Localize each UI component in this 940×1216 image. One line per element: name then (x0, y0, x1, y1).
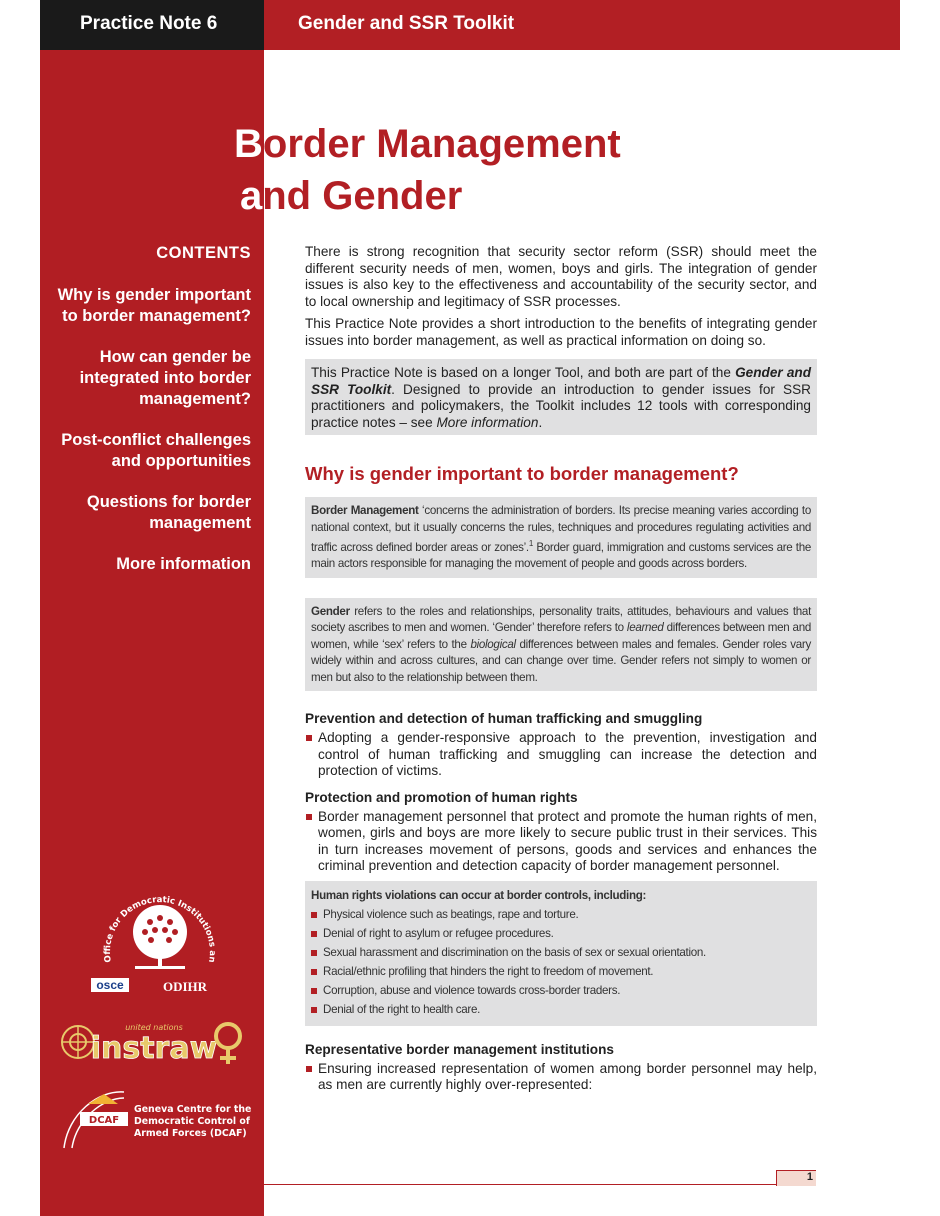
toolkit-note-box (305, 359, 817, 435)
human-rights-violations-box (305, 881, 817, 1026)
contents-item-why-gender[interactable]: Why is gender important to border management? (57, 286, 251, 325)
title-initial-1: B (234, 122, 263, 166)
dcaf-emblem-icon (58, 1084, 128, 1154)
practice-note-label-block (40, 0, 264, 50)
footnote-ref[interactable]: 1 (528, 539, 533, 548)
definition-text: Border guard, immigration and customs services are the main actors responsible for managing the movement of people and goods across borders. (311, 540, 812, 571)
instraw-logo (58, 1016, 248, 1070)
tree-emblem-icon (95, 880, 225, 980)
definition-text: refers to the roles and relationships, personality traits, attitudes, behaviours and values that society ascribes to men and women. ‘Gender’ therefore refers to (311, 604, 811, 635)
odihr-label: ODIHR (163, 979, 208, 994)
toolkit-label-block (264, 0, 900, 50)
osce-ring-text: Office for Democratic Institutions an (102, 895, 218, 964)
section-heading-why-gender: Why is gender important to border management? (305, 463, 739, 484)
rights-list-item: Sexual harassment and discrimination on the basis of sex or sexual orientation. (311, 946, 811, 959)
intro-paragraph-1: There is strong recognition that security sector reform (SSR) should meet the different security needs of men, women, boys and girls. The integration of gender issues is also key to the effectiveness and accountability of the security sector, and to local ownership and legitimacy of SSR processes. (305, 244, 817, 309)
contents-heading: CONTENTS (156, 244, 251, 262)
dcaf-name-line-2: Democratic Control of (134, 1116, 250, 1127)
contents-item-how-integrated[interactable]: How can gender be integrated into border management? (79, 348, 251, 408)
bullet-human-rights: Border management personnel that protect and promote the human rights of men, women, girls and boys are more likely to secure public trust in their services. This in turn increases movement of persons, goods and services and enhances the criminal prevention and detection capacity of border management personnel. (305, 809, 817, 875)
definition-term: Gender (311, 604, 350, 618)
instraw-small-text: united nations (125, 1023, 183, 1032)
rights-box-heading: Human rights violations can occur at border controls, including: (311, 888, 647, 902)
contents-nav (50, 244, 251, 595)
instraw-emblem-icon (58, 1016, 248, 1070)
definition-border-management (305, 497, 817, 578)
practice-note-label: Practice Note 6 (80, 13, 218, 34)
definition-text: differences between males and females. Gender roles vary widely within and across cultures, and can change over time. Gender refers not simply to women or men but also to the relationship between them. (311, 637, 811, 684)
note-text-2: . Designed to provide an introduction to gender issues for SSR practitioners and policymakers, the Toolkit includes 12 tools with corresponding practice notes – see (311, 381, 812, 430)
rights-list-item: Corruption, abuse and violence towards cross-border traders. (311, 984, 811, 997)
instraw-wordmark: instraw (90, 1031, 218, 1066)
definition-text: differences between men and women, while ‘sex’ refers to the (311, 621, 811, 651)
note-more-info-link[interactable]: More information (436, 414, 539, 430)
note-text-1: This Practice Note is based on a longer Tool, and both are part of the (311, 365, 736, 380)
title-initial-2: a (240, 174, 263, 218)
subheading-human-rights: Protection and promotion of human rights (305, 789, 578, 805)
definition-emphasis: biological (470, 637, 516, 651)
dcaf-name-line-1: Geneva Centre for the (134, 1104, 252, 1115)
toolkit-label: Gender and SSR Toolkit (298, 13, 515, 34)
page-title (234, 118, 754, 222)
intro-paragraph-2: This Practice Note provides a short introduction to the benefits of integrating gender issues into border management, as well as practical information on doing so. (305, 316, 817, 348)
definition-term: Border Management (311, 504, 419, 517)
definition-emphasis: learned (626, 621, 664, 635)
subheading-trafficking: Prevention and detection of human trafficking and smuggling (305, 711, 703, 727)
dcaf-name-line-3: Armed Forces (DCAF) (134, 1128, 247, 1139)
contents-item-more-information[interactable]: More information (116, 555, 251, 573)
contents-item-questions[interactable]: Questions for border management (86, 493, 251, 532)
definition-gender (305, 598, 817, 692)
note-toolkit-name: Gender and SSR Toolkit (311, 365, 811, 397)
dcaf-mark: DCAF (88, 1115, 120, 1126)
note-text-3: . (538, 414, 543, 430)
footer-rule (264, 1184, 776, 1185)
rights-list-item: Physical violence such as beatings, rape and torture. (311, 908, 811, 921)
dcaf-logo (58, 1084, 258, 1154)
rights-list-item: Racial/ethnic profiling that hinders the right to freedom of movement. (311, 965, 811, 978)
bullet-representative: Ensuring increased representation of women among border personnel may help, as men are currently highly over-represented: (305, 1061, 817, 1094)
rights-list-item: Denial of the right to health care. (311, 1003, 811, 1016)
definition-text: ‘concerns the administration of borders. Its precise meaning varies according to national context, but it usually concerns the rules, techniques and procedures regulating activities and traffic across defined border areas or zones’. (311, 504, 811, 554)
osce-label: osce (91, 978, 129, 992)
osce-odihr-logo (95, 880, 225, 1000)
dcaf-name (134, 1104, 264, 1140)
main-content (305, 244, 817, 1104)
bullet-trafficking: Adopting a gender-responsive approach to the prevention, investigation and control of human trafficking and smuggling can increase the detection and protection of victims. (305, 730, 817, 780)
subheading-representative: Representative border management institutions (305, 1041, 614, 1057)
rights-list-item: Denial of right to asylum or refugee procedures. (311, 927, 811, 940)
title-line-2: nd Gender (262, 174, 463, 218)
page-number-text: 1 (806, 1171, 813, 1183)
page-number (776, 1170, 816, 1186)
contents-item-post-conflict[interactable]: Post-conflict challenges and opportunities (61, 431, 251, 470)
title-line-1: order Management (262, 122, 621, 166)
